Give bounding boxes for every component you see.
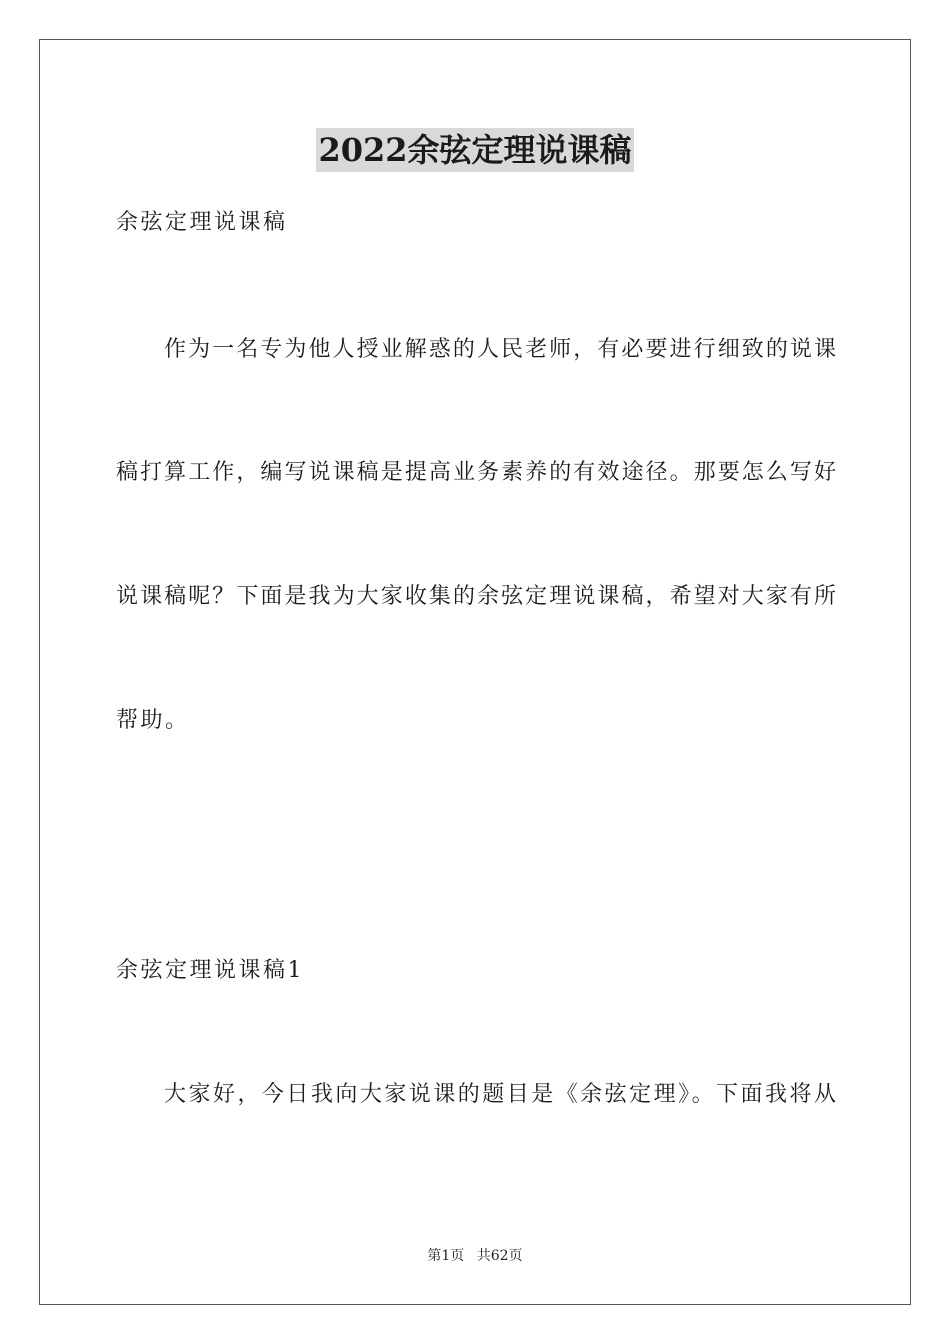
paragraph-1-line-4: 帮助。 bbox=[116, 708, 190, 733]
paragraph-2-line-1: 大家好，今日我向大家说课的题目是《余弦定理》。下面我将从 bbox=[164, 1082, 836, 1107]
page-total: 共62页 bbox=[476, 1248, 523, 1264]
document-subtitle: 余弦定理说课稿 bbox=[116, 210, 288, 235]
paragraph-1-line-1: 作为一名专为他人授业解惑的人民老师，有必要进行细致的说课 bbox=[164, 337, 836, 362]
section-1-heading: 余弦定理说课稿1 bbox=[116, 958, 304, 983]
paragraph-1-line-2: 稿打算工作，编写说课稿是提高业务素养的有效途径。那要怎么写好 bbox=[116, 460, 836, 485]
paragraph-1-line-3: 说课稿呢？下面是我为大家收集的余弦定理说课稿，希望对大家有所 bbox=[116, 584, 836, 609]
document-title-text: 2022余弦定理说课稿 bbox=[316, 128, 633, 172]
page-footer bbox=[0, 1246, 950, 1266]
document-title bbox=[0, 128, 950, 172]
page-number: 第1页 bbox=[427, 1248, 465, 1264]
